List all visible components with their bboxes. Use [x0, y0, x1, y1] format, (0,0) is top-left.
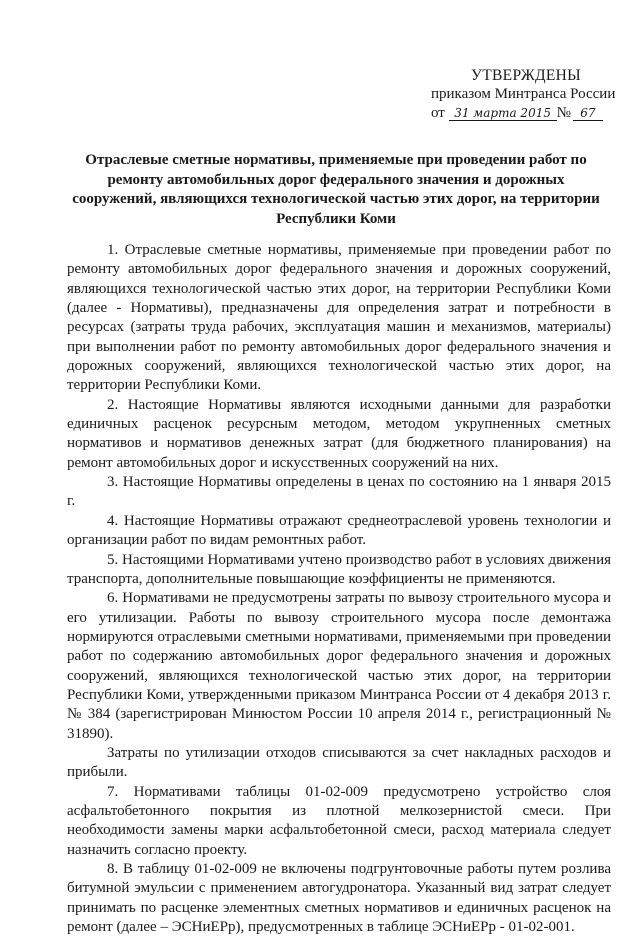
handwritten-date: 31 марта 2015	[449, 106, 557, 121]
number-prefix: №	[556, 105, 571, 121]
paragraph-4: 4. Настоящие Нормативы отражают среднеотраслевой уровень технологии и организации работ по видам ремонтных работ.	[67, 512, 611, 549]
paragraph-3: 3. Настоящие Нормативы определены в ценах по состоянию на 1 января 2015 г.	[67, 474, 611, 510]
date-prefix: от	[431, 105, 445, 121]
paragraph-1: 1. Отраслевые сметные нормативы, применяемые при проведении работ по ремонту автомобильных дорог федерального значения и дорожных сооружений, являющихся технологической частью этих дорог, на территории Республики Коми (далее - Нормативы), предназначены для определения затрат и потребности в ресурсах (затраты труда рабочих, эксплуатация машин и механизмов, материалы) при выполнении работ по ремонту автомобильных дорог федерального значения и дорожных сооружений, являющихся технологической частью этих дорог, на территории Республики Коми.	[67, 242, 611, 394]
paragraph-8: 8. В таблицу 01-02-009 не включены подгрунтовочные работы путем розлива битумной эмульсии с применением автогудронатора. Указанный вид затрат следует принимать по расценке элементных сметных нормативов и единичных расценок на ремонт (далее – ЭСНиЕРр), предусмотренных в таблице ЭСНиЕРр - 01-02-001.	[67, 861, 611, 936]
document-title: Отраслевые сметные нормативы, применяемые при проведении работ по ремонту автомобильных дорог федерального значения и дорожных сооружений, являющихся технологической частью этих дорог, на территории Республики Коми	[72, 152, 600, 227]
paragraph-2: 2. Настоящие Нормативы являются исходными данными для разработки единичных расценок ресурсным методом, методом укрупненных сметных нормативов и нормативов денежных затрат (для бюджетного планирования) на ремонт автомобильных дорог и искусственных сооружений на них.	[67, 396, 611, 471]
paragraph-7: 7. Нормативами таблицы 01-02-009 предусмотрено устройство слоя асфальтобетонного покрытия из плотной мелкозернистой смеси. При необходимости замены марки асфальтобетонной смеси, расход материала следует назначить согласно проекту.	[67, 783, 611, 858]
paragraph-6: 6. Нормативами не предусмотрены затраты по вывозу строительного мусора и его утилизации. Работы по вывозу строительного мусора после демонтажа нормируются отраслевыми сметными нормативами, применяемыми при проведении работ по содержанию автомобильных дорог федерального значения и дорожных сооружений, являющихся технологической частью этих дорог, на территории Республики Коми, утвержденными приказом Минтранса России от 4 декабря 2013 г. № 384 (зарегистрирован Минюстом России 10 апреля 2014 г., регистрационный № 31890).	[67, 590, 611, 742]
approval-block	[431, 66, 631, 123]
handwritten-number: 67	[573, 106, 603, 121]
approval-date-line	[431, 104, 631, 123]
paragraph-6-note: Затраты по утилизации отходов списываются за счет накладных расходов и прибыли.	[67, 744, 611, 781]
paragraph-5: 5. Настоящими Нормативами учтено производство работ в условиях движения транспорта, дополнительные повышающие коэффициенты не применяются.	[67, 551, 611, 587]
document-body	[67, 241, 611, 937]
approval-title: УТВЕРЖДЕНЫ	[471, 67, 581, 84]
approval-order-line: приказом Минтранса России	[431, 86, 616, 102]
